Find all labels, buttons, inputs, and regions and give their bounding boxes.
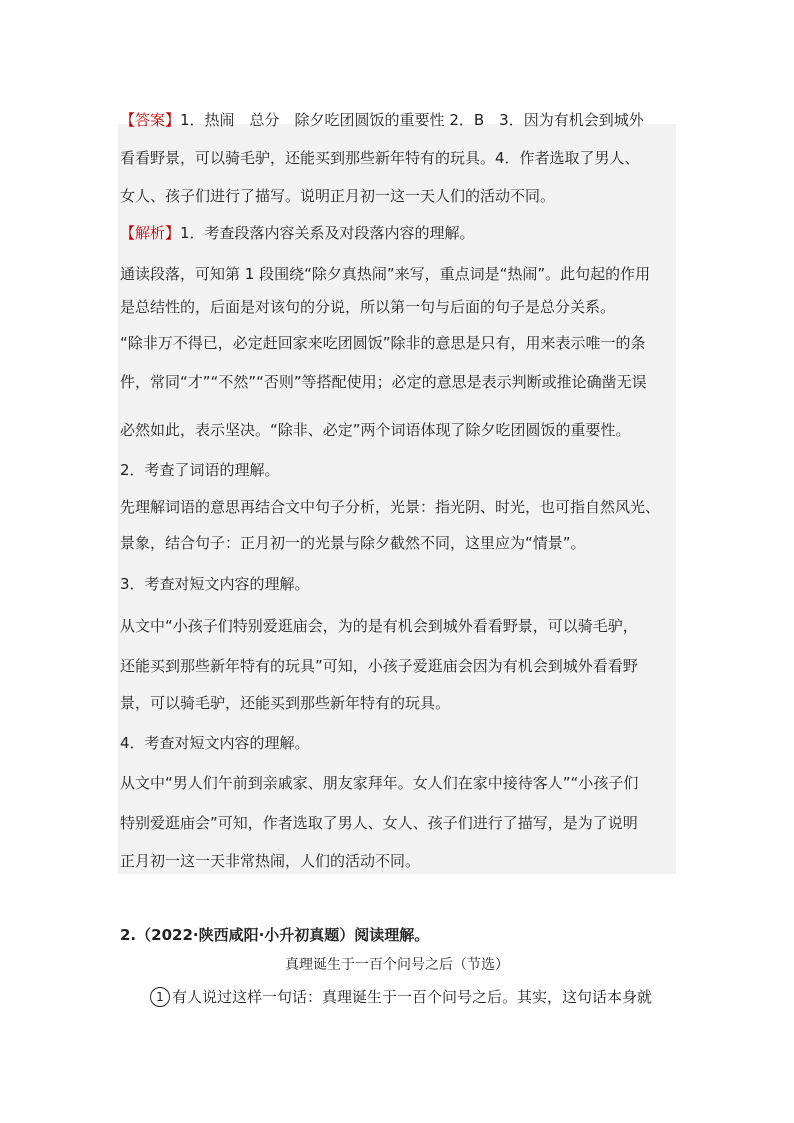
analysis-line: 必然如此，表示坚决。“除非、必定”两个词语体现了除夕吃团圆饭的重要性。 [120,421,631,439]
analysis-line: 件，常同“才”“不然”“否则”等搭配使用；必定的意思是表示判断或推论确凿无误 [120,373,647,391]
answer-line-3: 女人、孩子们进行了描写。说明正月初一这一天人们的活动不同。 [120,187,556,205]
circled-number: 1 [150,987,170,1007]
analysis-line: 先理解词语的意思再结合文中句子分析，光景：指光阴、时光，也可指自然风光、 [120,498,661,516]
analysis-line: 2．考查了词语的理解。 [120,461,280,479]
article-paragraph-1: 1 有人说过这样一句话：真理诞生于一百个问号之后。其实，这句话本身就 [150,986,652,1008]
analysis-line: 是总结性的，后面是对该句的分说，所以第一句与后面的句子是总分关系。 [120,298,616,316]
analysis-line: 特别爱逛庙会”可知，作者选取了男人、女人、孩子们进行了描写，是为了说明 [120,814,638,832]
analysis-line: 3．考查对短文内容的理解。 [120,575,310,593]
analysis-line: 从文中“小孩子们特别爱逛庙会，为的是有机会到城外看看野景，可以骑毛驴， [120,617,638,635]
answer-line-1: 【答案】1．热闹 总分 除夕吃团圆饭的重要性 2．B 3．因为有机会到城外 [120,111,644,129]
analysis-head: 【解析】1．考查段落内容关系及对段落内容的理解。 [120,224,475,242]
article-title: 真理诞生于一百个问号之后（节选） [285,957,509,973]
analysis-line: 从文中“男人们午前到亲戚家、朋友家拜年。女人们在家中接待客人”“小孩子们 [120,774,639,792]
analysis-tag: 【解析】 [120,224,181,242]
analysis-line: 正月初一这一天非常热闹，人们的活动不同。 [120,852,421,870]
analysis-line: 还能买到那些新年特有的玩具”可知，小孩子爱逛庙会因为有机会到城外看看野 [120,657,638,675]
analysis-line: “除非万不得已，必定赶回家来吃团圆饭”除非的意思是只有，用来表示唯一的条 [120,334,646,352]
analysis-line: 景象，结合句子：正月初一的光景与除夕截然不同，这里应为“情景”。 [120,534,586,552]
analysis-line: 4．考查对短文内容的理解。 [120,734,310,752]
question-2-title: 2.（2022·陕西咸阳·小升初真题）阅读理解。 [120,926,430,944]
analysis-line: 通读段落，可知第 1 段围绕“除夕真热闹”来写，重点词是“热闹”。此句起的作用 [120,265,651,283]
answer-line-2: 看看野景，可以骑毛驴，还能买到那些新年特有的玩具。4．作者选取了男人、 [120,149,640,167]
answer-tag: 【答案】 [120,111,181,129]
analysis-line: 景，可以骑毛驴，还能买到那些新年特有的玩具。 [120,694,451,712]
